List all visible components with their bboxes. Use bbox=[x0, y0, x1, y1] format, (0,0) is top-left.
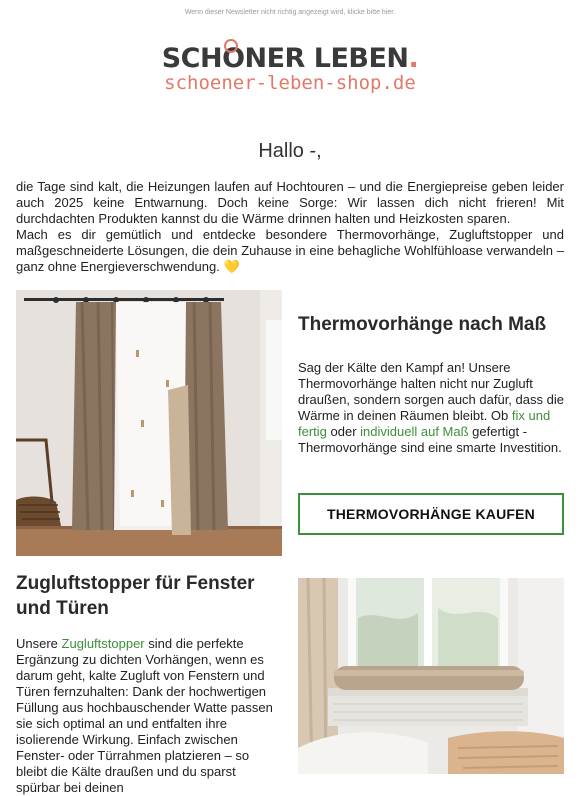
buy-thermal-curtains-button[interactable]: THERMOVORHÄNGE KAUFEN bbox=[298, 493, 564, 535]
umlaut-ring-icon bbox=[224, 39, 238, 53]
draft-stopper-image[interactable] bbox=[298, 578, 564, 774]
brand-logo[interactable] bbox=[0, 42, 580, 94]
window-draft-stopper-illustration bbox=[298, 578, 564, 774]
draft-stopper-title: Zugluftstopper für Fenster und Türen bbox=[16, 573, 255, 619]
yellow-heart-icon: 💛 bbox=[223, 259, 240, 274]
curtain-room-illustration bbox=[16, 290, 282, 556]
intro-text bbox=[16, 179, 564, 275]
draft-stopper-link[interactable]: Zugluftstopper bbox=[61, 636, 145, 651]
logo-wordmark: SCHO NER LEBEN. bbox=[0, 42, 580, 76]
made-to-measure-link[interactable]: individuell auf Maß bbox=[360, 424, 469, 439]
thermal-curtains-title: Thermovorhänge nach Maß bbox=[298, 314, 547, 335]
greeting-heading: Hallo -, bbox=[258, 140, 322, 162]
draft-stopper-section bbox=[16, 571, 282, 796]
intro-paragraph-2: Mach es dir gemütlich und entdecke besondere Thermovorhänge, Zugluftstopper und maßgeschneiderte Lösungen, die dein Zuhause in eine behagliche Wohlfühloase verwandeln – ganz ohne Energieverschwendung. 💛 bbox=[16, 227, 564, 274]
thermal-curtains-section bbox=[298, 312, 564, 456]
thermal-curtains-image[interactable] bbox=[16, 290, 282, 556]
logo-domain: schoener-leben-shop.de bbox=[164, 72, 416, 94]
ready-made-link[interactable]: fix und fertig bbox=[298, 408, 551, 439]
intro-paragraph-1: die Tage sind kalt, die Heizungen laufen auf Hochtouren – und die Energiepreise geben leider auch 2025 keine Entwarnung. Doch keine Sorge: Wir lassen dich nicht frieren! Mit durchdachten Produkten kannst du die Wärme drinnen halten und Heizkosten sparen. bbox=[16, 179, 564, 226]
draft-stopper-text: Unsere Zugluftstopper sind die perfekte Ergänzung zu dichten Vorhängen, wenn es darum geht, kalte Zugluft von Fenstern und Türen fernzuhalten: Dank der hochwertigen Füllung aus hochbauschender Watte passen sie sich optimal an und entfalten ihre isolierende Wirkung. Einfach zwischen Fenster- oder Türrahmen platzieren – so bleibt die Kälte draußen und du sparst spürbar bei deinen bbox=[16, 636, 273, 795]
thermal-curtains-text: Sag der Kälte den Kampf an! Unsere Thermovorhänge halten nicht nur Zugluft draußen, sondern sorgen auch dafür, dass die Wärme in deinen Räumen bleibt. Ob fix und fertig oder individuell auf Maß gefertigt - Thermovorhänge sind eine smarte Investition. bbox=[298, 360, 564, 455]
preheader-link[interactable]: Wenn dieser Newsletter nicht richtig angezeigt wird, klicke bitte hier. bbox=[184, 9, 396, 16]
